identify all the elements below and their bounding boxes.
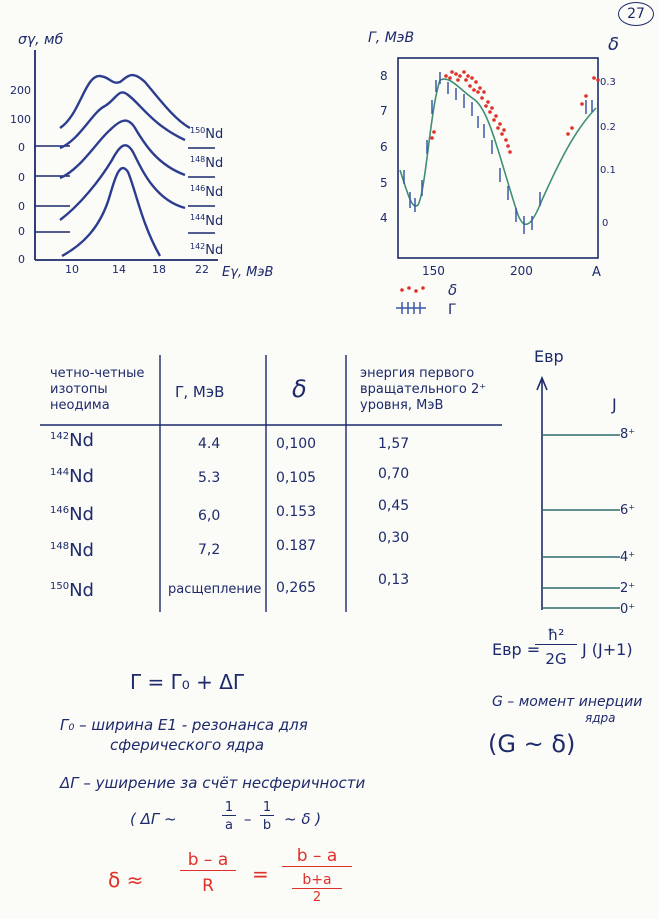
row-symbol: Nd: [69, 540, 94, 561]
gamma0-definition-cont: сферического ядра: [110, 736, 265, 754]
curve-144nd: [60, 145, 185, 220]
row-delta: 0,265: [276, 580, 317, 596]
row-gamma: 7,2: [198, 542, 221, 558]
row-delta: 0.153: [276, 504, 317, 520]
row-gamma: 6,0: [198, 508, 221, 524]
right-legend: [396, 281, 457, 318]
frac1-num: 1: [222, 800, 236, 816]
row-gamma: расщепление: [168, 582, 262, 597]
row-energy: 0,45: [378, 498, 410, 514]
right-y-tick: 8: [380, 69, 388, 83]
row-energy: 1,57: [378, 436, 410, 452]
row-symbol: Nd: [69, 580, 94, 601]
dgamma-prop-close: ~ δ ): [284, 810, 322, 828]
right-plot-frame: [398, 58, 598, 258]
row-energy: 0,13: [378, 572, 410, 588]
left-y-tick: 200: [10, 84, 31, 97]
level-label: 0⁺: [620, 602, 636, 617]
left-y-tick: 0: [18, 225, 25, 238]
curve-142nd: [62, 168, 160, 256]
right-x-label: A: [592, 265, 601, 280]
curve-labels: [190, 126, 223, 258]
gamma0-definition: Γ₀ – ширина E1 - резонанса для: [60, 716, 308, 734]
resonance-curves: [60, 75, 190, 256]
table-header-delta: δ: [292, 375, 307, 403]
left-x-tick: 18: [152, 263, 166, 276]
right-y-tick: 4: [380, 211, 388, 225]
moment-of-inertia-sub: ядра: [585, 711, 616, 725]
left-y-label: σγ, мб: [18, 32, 64, 48]
row-energy: 0,70: [378, 466, 410, 482]
dgamma-definition: ΔΓ – уширение за счёт несферичности: [60, 774, 366, 792]
frac-minus: –: [244, 810, 252, 828]
curve-label-150: $^{150}$Nd: [190, 126, 224, 142]
gamma-formula: Γ = Γ₀ + ΔΓ: [130, 670, 245, 694]
delta-formula-eq: =: [252, 862, 269, 886]
cross-section-chart: [0, 20, 300, 290]
delta-frac2-den-bot: 2: [312, 890, 322, 905]
left-x-tick: 10: [65, 263, 79, 276]
level-j-label: J: [612, 395, 617, 414]
row-delta: 0,100: [276, 436, 317, 452]
left-y-tick: 0: [18, 141, 25, 154]
right-y-tick: 7: [380, 104, 388, 118]
dgamma-prop-open: ( ΔΓ ~: [130, 810, 177, 828]
frac2-num: 1: [260, 800, 274, 816]
right-x-ticks: [422, 264, 533, 278]
table-header-gamma: Γ, МэВ: [175, 383, 225, 401]
table-header-energy: энергия первого вращательного 2⁺ уровня, МэВ: [360, 366, 487, 413]
row-mass: 148: [50, 541, 70, 552]
curve-label-146: $^{146}$Nd: [190, 184, 224, 200]
row-delta: 0.187: [276, 538, 317, 554]
evr-formula-lhs: Eвр =: [492, 640, 541, 659]
right-y-left-label: Γ, МэВ: [368, 30, 415, 46]
level-label: 8⁺: [620, 427, 636, 442]
left-y-tick: 100: [10, 113, 31, 126]
level-label: 2⁺: [620, 581, 636, 596]
right-y-right-ticks: [600, 77, 616, 229]
right-x-tick: 200: [510, 264, 533, 278]
right-y2-tick: 0.3: [600, 77, 616, 88]
curve-label-142: $^{142}$Nd: [190, 242, 224, 258]
level-label: 6⁺: [620, 503, 636, 518]
right-x-tick: 150: [422, 264, 445, 278]
row-mass: 142: [50, 431, 70, 442]
row-mass: 150: [50, 581, 70, 592]
width-deformation-chart: [360, 20, 620, 320]
right-y2-tick: 0: [602, 218, 609, 229]
row-gamma: 4.4: [198, 436, 221, 452]
row-symbol: Nd: [69, 504, 94, 525]
left-x-tick: 14: [112, 263, 126, 276]
page-number: 27: [618, 2, 654, 26]
left-y-tick: 0: [18, 253, 25, 266]
evr-formula-rhs: J (J+1): [582, 640, 633, 659]
right-y2-tick: 0.1: [600, 165, 616, 176]
delta-points: [430, 70, 600, 154]
row-mass: 146: [50, 505, 70, 516]
rotational-levels-diagram: [520, 340, 655, 630]
right-y2-tick: 0.2: [600, 122, 616, 133]
right-y-tick: 6: [380, 140, 388, 154]
delta-formula-lhs: δ ≈: [108, 868, 144, 892]
left-x-ticks: [65, 263, 209, 276]
right-y-right-label: δ: [608, 34, 620, 55]
level-label: 4⁺: [620, 550, 636, 565]
curve-label-148: $^{148}$Nd: [190, 155, 224, 171]
legend-gamma-label: Γ: [448, 302, 456, 318]
frac1-den: a: [225, 818, 233, 833]
left-x-tick: 22: [195, 263, 209, 276]
left-y-ticks: [10, 84, 31, 266]
evr-formula-numerator: ħ²: [535, 626, 577, 645]
legend-delta-label: δ: [448, 281, 458, 299]
level-lines: [542, 435, 620, 608]
row-mass: 144: [50, 467, 70, 478]
curve-label-144: $^{144}$Nd: [190, 213, 224, 229]
right-y-left-ticks: [380, 69, 388, 225]
delta-frac2-den-top: b+a: [292, 872, 342, 889]
row-energy: 0,30: [378, 530, 410, 546]
proportional-note: (G ~ δ): [488, 730, 576, 758]
delta-frac1-den: R: [202, 876, 214, 896]
right-y-tick: 5: [380, 176, 388, 190]
left-y-tick: 0: [18, 171, 25, 184]
row-symbol: Nd: [69, 466, 94, 487]
row-gamma: 5.3: [198, 470, 221, 486]
delta-frac2-num: b – a: [282, 846, 352, 867]
row-symbol: Nd: [69, 430, 94, 451]
level-axis-label: Eвр: [534, 347, 564, 366]
delta-frac1-num: b – a: [180, 850, 236, 871]
left-y-tick: 0: [18, 200, 25, 213]
frac2-den: b: [262, 818, 272, 833]
table-header-isotope: четно-четные изотопы неодима: [50, 366, 145, 413]
level-labels: [620, 427, 635, 617]
moment-of-inertia-text: G – момент инерции: [492, 694, 643, 710]
left-x-label: Eγ, МэВ: [222, 265, 274, 280]
row-delta: 0,105: [276, 470, 317, 486]
evr-formula-denominator: 2G: [545, 650, 567, 668]
fit-curve: [400, 79, 596, 224]
